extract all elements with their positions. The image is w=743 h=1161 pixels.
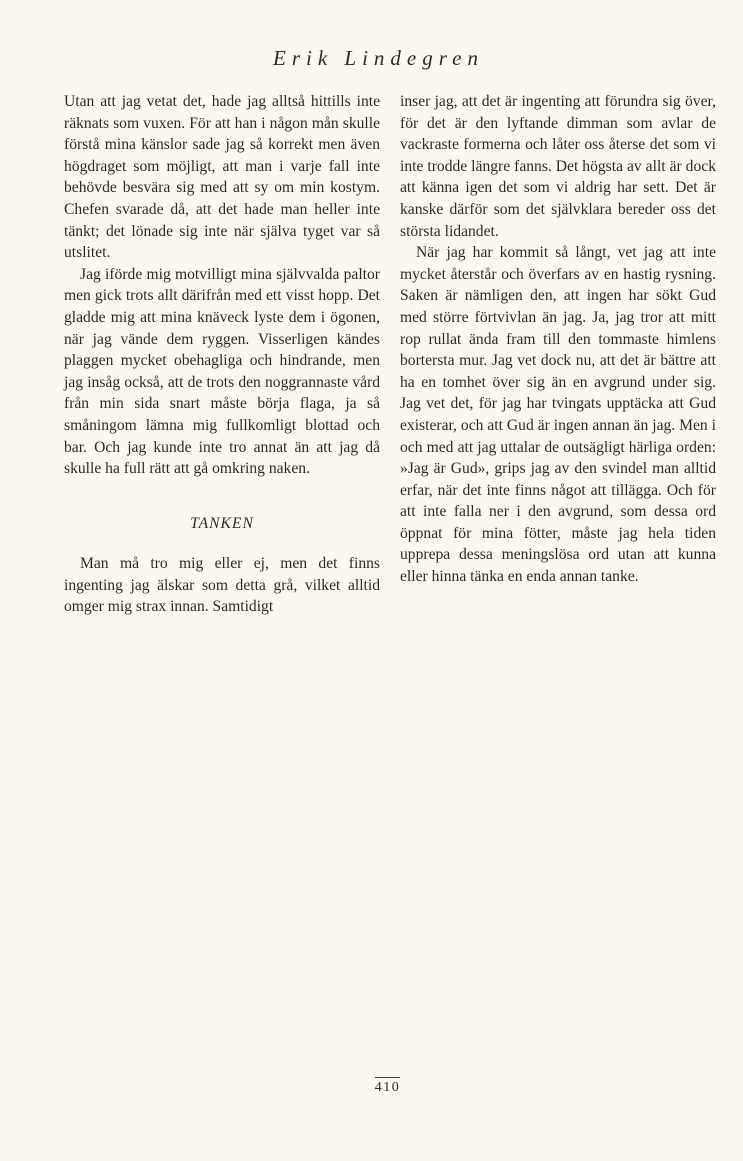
left-paragraph-2: Jag iförde mig motvilligt mina självvalda paltor men gick trots allt därifrån med ett visst hopp. Det gladde mig att mina knäveck lyste dem i ögonen, när jag vände dem ryggen. Visserligen kändes plaggen mycket obehagliga och hindrande, men jag insåg också, att de trots den noggrannaste vård från min sida snart måste börja flaga, ja så småningom lämna mig fullkomligt blottad och bar. Och jag kunde inte tro annat än att jag då skulle ha full rätt att gå omkring naken. xyxy=(64,265,380,478)
left-column xyxy=(64,91,380,618)
right-paragraph-1: inser jag, att det är ingenting att förundra sig över, för det är den lyftande dimman som avlar de vackraste formerna och låter oss återse det som vi inte trodde längre fanns. Det högsta av allt är dock att känna igen det som vi aldrig har sett. Det är kanske därför som det självklara bereder oss det största lidandet. xyxy=(400,93,716,240)
right-paragraph-2: När jag har kommit så långt, vet jag att inte mycket återstår och överfars av en hastig rysning. Saken är nämligen den, att ingen har sökt Gud med större förtvivlan än jag. Ja, jag tror att mitt rop rullat ända fram till den tommaste himlens bortersta mur. Jag vet dock nu, att det är bättre att ha en tomhet över sig än en avgrund under sig. Jag vet det, för jag har tvingats upptäcka att Gud existerar, och att Gud är ingen annan än jag. Men i och med att jag uttalar de outsägligt härliga orden: »Jag är Gud», grips jag av den svindel man alltid erfar, när det inte finns något att tillägga. Och för att inte falla ner i den avgrund, som dessa ord öppnat för mina fötter, måste jag hela tiden upprepa dessa meningslösa ord utan att kunna eller hinna tänka en enda annan tanke. xyxy=(400,244,716,586)
page-number xyxy=(0,1080,743,1096)
section-heading-tanken: TANKEN xyxy=(190,514,254,532)
left-paragraph-1: Utan att jag vetat det, hade jag alltså hittills inte räknats som vuxen. För att han i någon mån skulle förstå mina känslor sade jag så korrekt men även högdraget som möjligt, att man i varje fall inte behövde besvära sig med att sy om min kostym. Chefen svarade då, att det hade man heller inte tänkt; det lönade sig inte när själva tyget var så utslitet. xyxy=(64,93,380,262)
right-column xyxy=(400,91,716,588)
left-paragraph-3: Man må tro mig eller ej, men det finns ingenting jag älskar som detta grå, vilket alltid omger mig strax innan. Samtidigt xyxy=(64,555,380,616)
running-head-author: Erik Lindegren xyxy=(273,46,484,70)
page-number-text: 410 xyxy=(375,1077,401,1095)
